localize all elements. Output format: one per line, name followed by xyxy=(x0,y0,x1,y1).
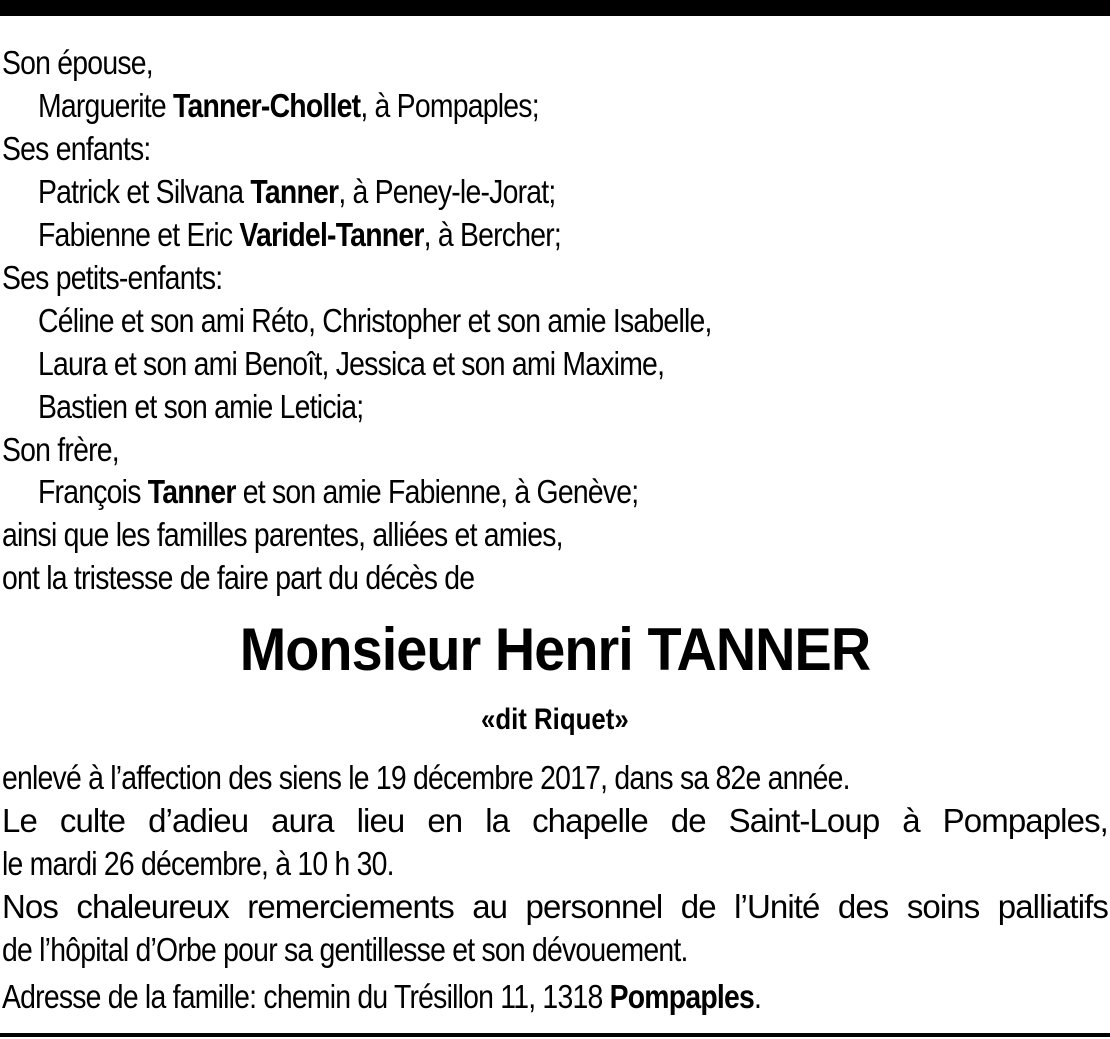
address-city: Pompaples xyxy=(609,978,755,1015)
word: d’adieu xyxy=(148,802,249,839)
deceased-nickname xyxy=(0,700,1110,740)
word: aura xyxy=(271,802,334,839)
grandchildren-line-1: Céline et son ami Réto, Christopher et son amie Isabelle, xyxy=(38,302,712,339)
word: palliatifs xyxy=(997,888,1108,925)
details-line-5: de l’hôpital d’Orbe pour sa gentillesse et son dévouement. xyxy=(2,931,688,968)
deceased-name xyxy=(0,613,1110,687)
families-line: ainsi que les familles parentes, alliées et amies, xyxy=(2,516,563,553)
details-line-1: enlevé à l’affection des siens le 19 décembre 2017, dans sa 82e année. xyxy=(2,759,850,796)
brother-heading: Son frère, xyxy=(2,431,119,468)
grandchildren-line-2: Laura et son ami Benoît, Jessica et son ami Maxime, xyxy=(38,345,665,382)
word: la xyxy=(485,802,510,839)
word: au xyxy=(472,888,508,925)
word: à xyxy=(902,802,920,839)
word: Nos xyxy=(2,888,58,925)
spouse-place: , à Pompaples; xyxy=(360,87,539,124)
word: personnel xyxy=(525,888,663,925)
brother-rest: et son amie Fabienne, à Genève; xyxy=(235,473,639,510)
child2-line xyxy=(38,214,561,256)
child1-place: , à Peney-le-Jorat; xyxy=(338,173,556,210)
announcement-line: ont la tristesse de faire part du décès de xyxy=(2,559,475,596)
word: de xyxy=(680,888,716,925)
grandchildren-heading: Ses petits-enfants: xyxy=(2,259,223,296)
brother-first-name: François xyxy=(38,473,148,510)
brother-surname: Tanner xyxy=(147,473,236,510)
children-heading: Ses enfants: xyxy=(2,130,151,167)
word: Pompaples, xyxy=(942,802,1108,839)
child1-surname: Tanner xyxy=(250,173,339,210)
word: Saint-Loup xyxy=(728,802,880,839)
word: de xyxy=(670,802,706,839)
details-line-4 xyxy=(2,886,1108,928)
family-address xyxy=(2,976,761,1018)
child2-place: , à Bercher; xyxy=(423,216,562,253)
word: lieu xyxy=(356,802,405,839)
deceased-nickname-text: «dit Riquet» xyxy=(481,703,629,736)
child1-first-names: Patrick et Silvana xyxy=(38,173,251,210)
word: remerciements xyxy=(247,888,454,925)
address-end: . xyxy=(754,978,762,1015)
brother-line xyxy=(38,471,638,513)
top-rule xyxy=(0,0,1110,16)
word: Le xyxy=(2,802,37,839)
spouse-first-name: Marguerite xyxy=(38,87,174,124)
word: chaleureux xyxy=(76,888,229,925)
word: chapelle xyxy=(532,802,648,839)
word: des xyxy=(837,888,889,925)
word: en xyxy=(427,802,463,839)
grandchildren-line-3: Bastien et son amie Leticia; xyxy=(38,388,364,425)
spouse-surname: Tanner-Chollet xyxy=(173,87,361,124)
word: culte xyxy=(59,802,126,839)
details-line-3: le mardi 26 décembre, à 10 h 30. xyxy=(2,845,394,882)
word: soins xyxy=(906,888,980,925)
spouse-heading: Son épouse, xyxy=(2,44,153,81)
address-prefix: Adresse de la famille: chemin du Trésillon 11, 1318 xyxy=(2,978,610,1015)
details-line-2 xyxy=(2,800,1108,842)
spouse-line xyxy=(38,85,539,127)
word: l’Unité xyxy=(734,888,820,925)
bottom-rule xyxy=(0,1033,1110,1037)
deceased-name-text: Monsieur Henri TANNER xyxy=(239,616,871,683)
child1-line xyxy=(38,171,555,213)
child2-surname: Varidel-Tanner xyxy=(239,216,424,253)
child2-first-names: Fabienne et Eric xyxy=(38,216,240,253)
